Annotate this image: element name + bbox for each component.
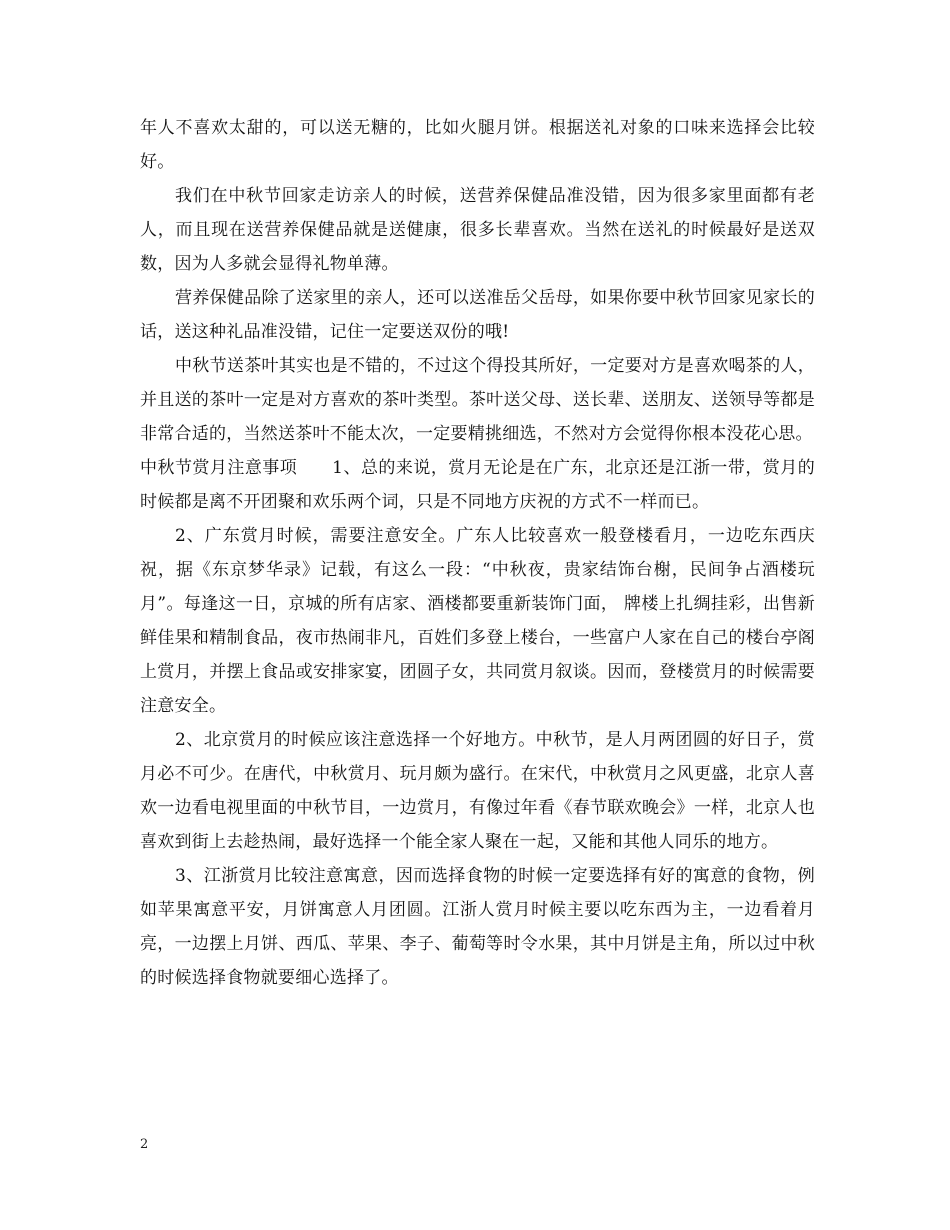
paragraph-7: 2、北京赏月的时候应该注意选择一个好地方。中秋节，是人月两团圆的好日子，赏月必不可少。在唐代，中秋赏月、玩月颇为盛行。在宋代，中秋赏月之风更盛，北京人喜欢一边看电视里面的中秋节目，一边赏月，有像过年看《春节联欢晚会》一样，北京人也喜欢到街上去趁热闹，最好选择一个能全家人聚在一起，又能和其他人同乐的地方。 xyxy=(140,730,815,852)
paragraph-4: 中秋节送茶叶其实也是不错的，不过这个得投其所好，一定要对方是喜欢喝茶的人，并且送的茶叶一定是对方喜欢的茶叶类型。茶叶送父母、送长辈、送朋友、送领导等都是非常合适的，当然送茶叶不能太次，一定要精挑细选，不然对方会觉得你根本没花心思。 xyxy=(140,356,815,444)
paragraph-5: 中秋节赏月注意事项 1、总的来说，赏月无论是在广东，北京还是江浙一带，赏月的时候都是离不开团聚和欢乐两个词，只是不同地方庆祝的方式不一样而已。 xyxy=(140,458,815,512)
paragraph-6: 2、广东赏月时候，需要注意安全。广东人比较喜欢一般登楼看月，一边吃东西庆祝，据《东京梦华录》记载，有这么一段：“中秋夜，贵家结饰台榭，民间争占酒楼玩月”。每逢这一日，京城的所有店家、酒楼都要重新装饰门面， 牌楼上扎绸挂彩，出售新鲜佳果和精制食品，夜市热闹非凡，百姓们多登上楼台，一些富户人家在自己的楼台亭阁上赏月，并摆上食品或安排家宴，团圆子女，共同赏月叙谈。因而，登楼赏月的时候需要注意安全。 xyxy=(140,526,815,716)
paragraph-8: 3、江浙赏月比较注意寓意，因而选择食物的时候一定要选择有好的寓意的食物，例如苹果寓意平安，月饼寓意人月团圆。江浙人赏月时候主要以吃东西为主，一边看着月亮，一边摆上月饼、西瓜、苹果、李子、葡萄等时令水果，其中月饼是主角，所以过中秋的时候选择食物就要细心选择了。 xyxy=(140,866,815,988)
document-page xyxy=(140,111,815,995)
paragraph-1: 年人不喜欢太甜的，可以送无糖的，比如火腿月饼。根据送礼对象的口味来选择会比较好。 xyxy=(140,118,815,172)
paragraph-3: 营养保健品除了送家里的亲人，还可以送准岳父岳母，如果你要中秋节回家见家长的话，送这种礼品准没错，记住一定要送双份的哦! xyxy=(140,288,815,342)
page-number: 2 xyxy=(140,1137,149,1152)
paragraph-2: 我们在中秋节回家走访亲人的时候，送营养保健品准没错，因为很多家里面都有老人，而且现在送营养保健品就是送健康，很多长辈喜欢。当然在送礼的时候最好是送双数，因为人多就会显得礼物单薄。 xyxy=(140,186,815,274)
